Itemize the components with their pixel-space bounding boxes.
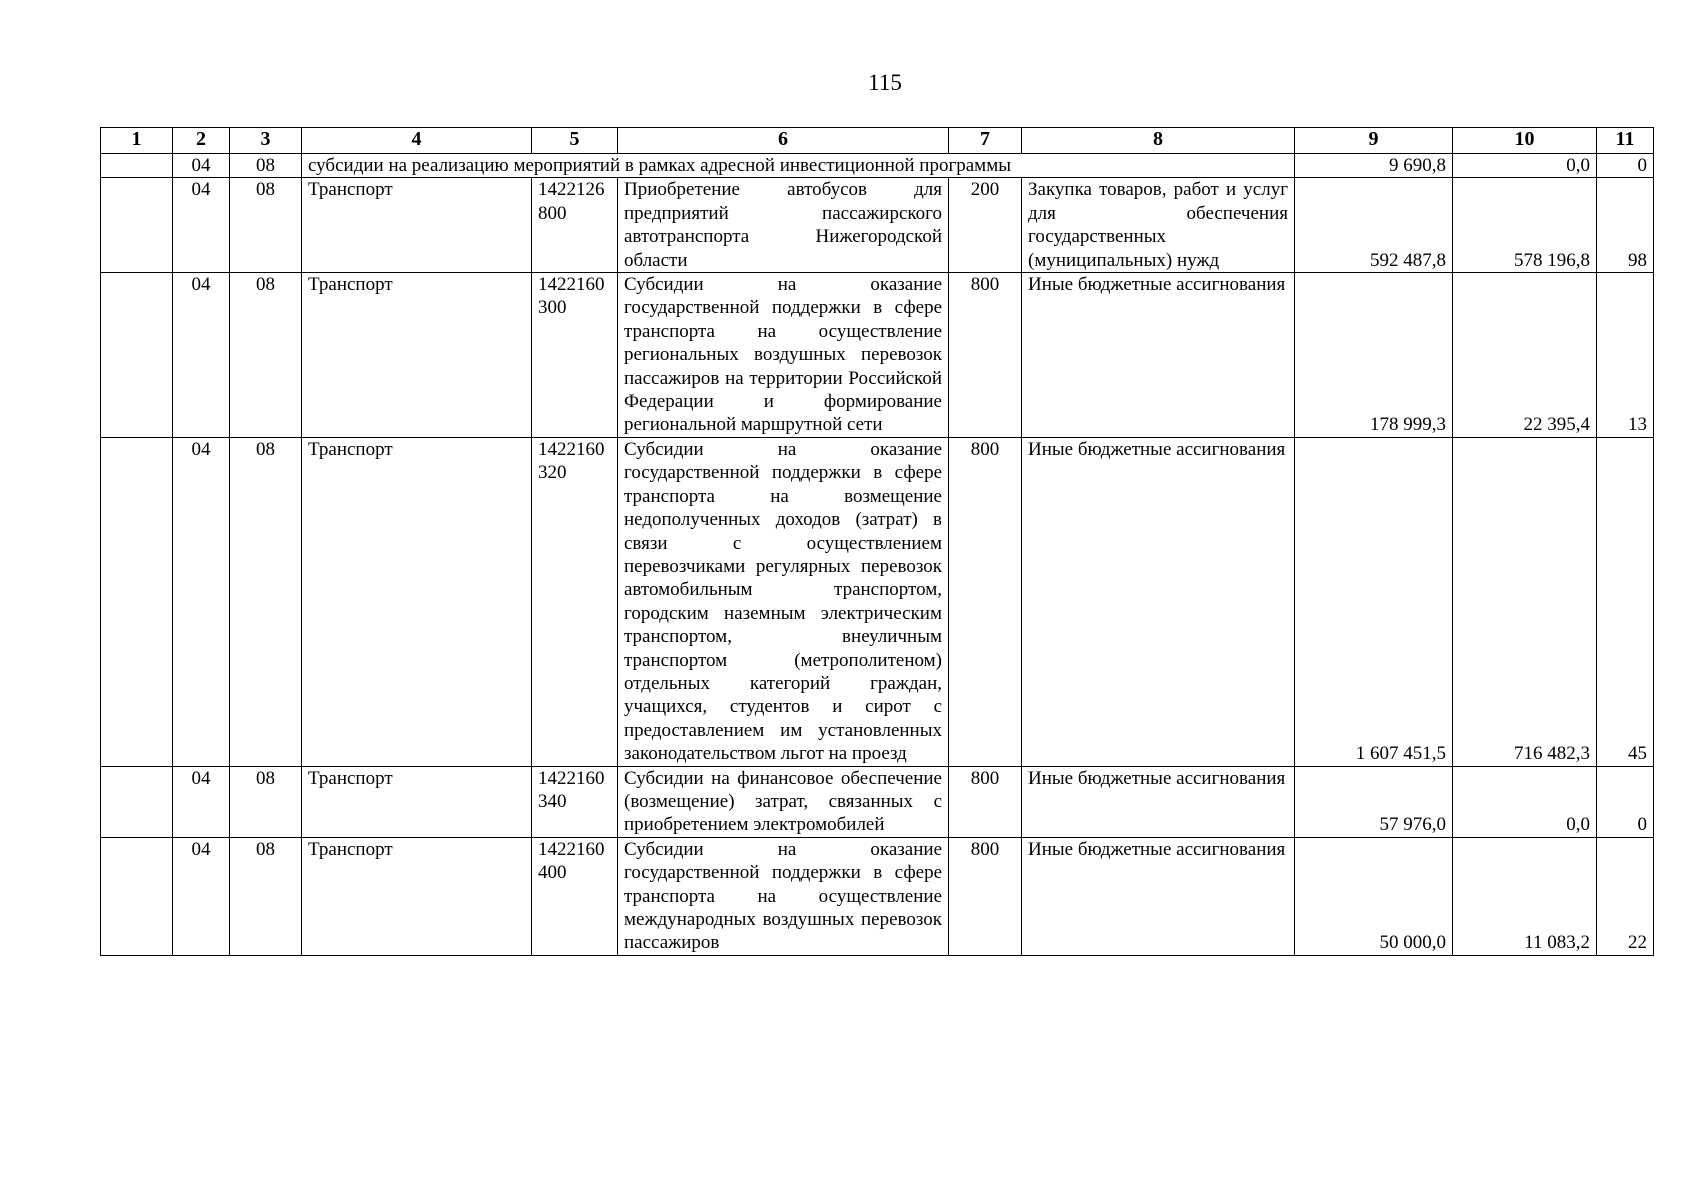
table-row xyxy=(101,766,1654,837)
cell-subsection: 08 xyxy=(230,437,302,766)
column-header: 7 xyxy=(949,128,1022,154)
cell-plan: 178 999,3 xyxy=(1295,273,1453,438)
cell-plan: 9 690,8 xyxy=(1295,154,1453,178)
cell-percent: 98 xyxy=(1597,178,1654,273)
summary-row xyxy=(101,154,1654,178)
cell-plan: 1 607 451,5 xyxy=(1295,437,1453,766)
cell-sector: Транспорт xyxy=(302,178,532,273)
cell-actual: 578 196,8 xyxy=(1453,178,1597,273)
cell-subsection: 08 xyxy=(230,154,302,178)
cell-plan: 57 976,0 xyxy=(1295,766,1453,837)
cell-sector: Транспорт xyxy=(302,437,532,766)
cell-number xyxy=(101,837,173,955)
page-number: 115 xyxy=(868,70,902,95)
cell-expense-type: Иные бюджетные ассигнования xyxy=(1022,837,1295,955)
column-header: 2 xyxy=(173,128,230,154)
cell-expense-code: 800 xyxy=(949,437,1022,766)
cell-plan: 50 000,0 xyxy=(1295,837,1453,955)
cell-actual: 0,0 xyxy=(1453,766,1597,837)
cell-summary-text: субсидии на реализацию мероприятий в рамках адресной инвестиционной программы xyxy=(302,154,1295,178)
cell-actual: 11 083,2 xyxy=(1453,837,1597,955)
cell-description: Субсидии на финансовое обеспечение (возмещение) затрат, связанных с приобретением электромобилей xyxy=(618,766,949,837)
cell-number xyxy=(101,178,173,273)
cell-subsection: 08 xyxy=(230,178,302,273)
table-row xyxy=(101,437,1654,766)
cell-percent: 0 xyxy=(1597,766,1654,837)
column-header: 11 xyxy=(1597,128,1654,154)
column-header: 4 xyxy=(302,128,532,154)
cell-sector: Транспорт xyxy=(302,273,532,438)
cell-section: 04 xyxy=(173,178,230,273)
cell-expense-type: Иные бюджетные ассигнования xyxy=(1022,766,1295,837)
cell-target-code: 1422160400 xyxy=(532,837,618,955)
cell-actual: 0,0 xyxy=(1453,154,1597,178)
column-header: 6 xyxy=(618,128,949,154)
cell-description: Субсидии на оказание государственной поддержки в сфере транспорта на возмещение недополученных доходов (затрат) в связи с осуществлением перевозчиками регулярных перевозок автомобильным транспортом, городским наземным электрическим транспортом, внеуличным транспортом (метрополитеном) отдельных категорий граждан, учащихся, студентов и сирот с предоставлением им установленных законодательством льгот на проезд xyxy=(618,437,949,766)
cell-expense-code: 800 xyxy=(949,837,1022,955)
column-header: 8 xyxy=(1022,128,1295,154)
cell-number xyxy=(101,154,173,178)
budget-table xyxy=(100,127,1654,956)
cell-expense-code: 800 xyxy=(949,273,1022,438)
table-row xyxy=(101,178,1654,273)
cell-expense-code: 800 xyxy=(949,766,1022,837)
column-header: 3 xyxy=(230,128,302,154)
cell-actual: 22 395,4 xyxy=(1453,273,1597,438)
cell-number xyxy=(101,437,173,766)
cell-target-code: 1422160340 xyxy=(532,766,618,837)
cell-section: 04 xyxy=(173,154,230,178)
cell-description: Субсидии на оказание государственной поддержки в сфере транспорта на осуществление региональных воздушных перевозок пассажиров на территории Российской Федерации и формирование региональной маршрутной сети xyxy=(618,273,949,438)
cell-section: 04 xyxy=(173,766,230,837)
cell-percent: 22 xyxy=(1597,837,1654,955)
cell-expense-type: Закупка товаров, работ и услуг для обеспечения государственных (муниципальных) нужд xyxy=(1022,178,1295,273)
column-header: 1 xyxy=(101,128,173,154)
cell-section: 04 xyxy=(173,273,230,438)
column-header: 9 xyxy=(1295,128,1453,154)
cell-target-code: 1422160320 xyxy=(532,437,618,766)
cell-target-code: 1422126800 xyxy=(532,178,618,273)
cell-sector: Транспорт xyxy=(302,837,532,955)
cell-sector: Транспорт xyxy=(302,766,532,837)
cell-plan: 592 487,8 xyxy=(1295,178,1453,273)
cell-subsection: 08 xyxy=(230,273,302,438)
cell-actual: 716 482,3 xyxy=(1453,437,1597,766)
table-row xyxy=(101,837,1654,955)
cell-percent: 45 xyxy=(1597,437,1654,766)
cell-section: 04 xyxy=(173,437,230,766)
cell-number xyxy=(101,766,173,837)
cell-subsection: 08 xyxy=(230,766,302,837)
cell-description: Приобретение автобусов для предприятий пассажирского автотранспорта Нижегородской области xyxy=(618,178,949,273)
column-header: 10 xyxy=(1453,128,1597,154)
cell-expense-code: 200 xyxy=(949,178,1022,273)
cell-number xyxy=(101,273,173,438)
column-header: 5 xyxy=(532,128,618,154)
cell-subsection: 08 xyxy=(230,837,302,955)
cell-section: 04 xyxy=(173,837,230,955)
cell-percent: 0 xyxy=(1597,154,1654,178)
table-row xyxy=(101,273,1654,438)
cell-expense-type: Иные бюджетные ассигнования xyxy=(1022,273,1295,438)
cell-description: Субсидии на оказание государственной поддержки в сфере транспорта на осуществление международных воздушных перевозок пассажиров xyxy=(618,837,949,955)
cell-percent: 13 xyxy=(1597,273,1654,438)
header-row xyxy=(101,128,1654,154)
cell-target-code: 1422160300 xyxy=(532,273,618,438)
cell-expense-type: Иные бюджетные ассигнования xyxy=(1022,437,1295,766)
